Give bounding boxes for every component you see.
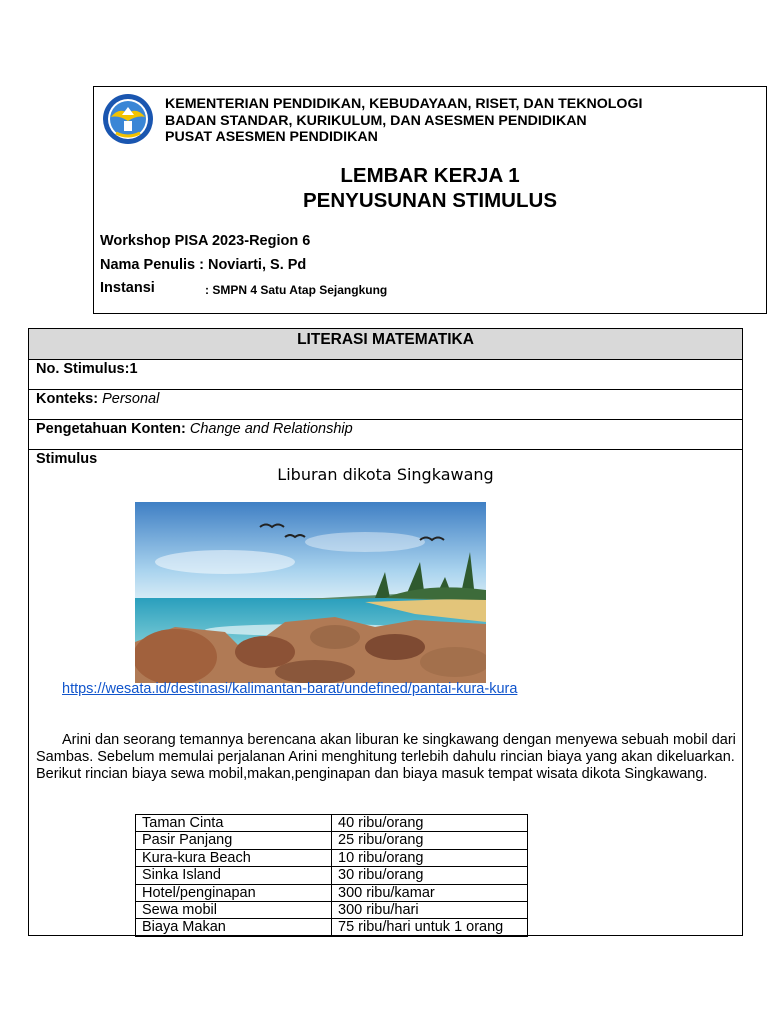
table-row	[136, 867, 528, 884]
document-header	[93, 86, 767, 314]
cost-price: 25 ribu/orang	[332, 832, 528, 849]
stimulus-paragraph: Arini dan seorang temannya berencana akan liburan ke singkawang dengan menyewa sebuah mobil dari Sambas. Sebelum memulai perjalanan Arini menghitung terlebih dahulu rincian biaya yang akan dikeluarkan. Berikut rincian biaya sewa mobil,makan,penginapan dan biaya masuk tempat wisata dikota Singkawang.	[36, 732, 736, 782]
cost-item: Kura-kura Beach	[136, 849, 332, 866]
stimulus-title: Liburan dikota Singkawang	[277, 465, 494, 484]
title-line-2: PENYUSUNAN STIMULUS	[303, 189, 557, 212]
cost-price: 300 ribu/kamar	[332, 884, 528, 901]
cost-price: 10 ribu/orang	[332, 849, 528, 866]
agency-line: BADAN STANDAR, KURIKULUM, DAN ASESMEN PENDIDIKAN	[165, 112, 587, 129]
table-row	[136, 815, 528, 832]
author-label: Nama Penulis : Noviarti, S. Pd	[100, 257, 307, 273]
context-label: Konteks:	[36, 391, 99, 407]
content-field	[36, 421, 353, 437]
title-line-1: LEMBAR KERJA 1	[340, 164, 520, 187]
ministry-heading	[165, 96, 642, 146]
table-heading-row	[29, 329, 742, 360]
section-heading: LITERASI MATEMATIKA	[297, 331, 474, 348]
worksheet-title	[94, 163, 766, 213]
table-row	[136, 849, 528, 866]
context-row	[29, 389, 742, 420]
ministry-line: KEMENTERIAN PENDIDIKAN, KEBUDAYAAN, RISET, DAN TEKNOLOGI	[165, 96, 643, 112]
table-row	[136, 919, 528, 936]
table-row	[136, 832, 528, 849]
source-link[interactable]: https://wesata.id/destinasi/kalimantan-barat/undefined/pantai-kura-kura	[62, 681, 518, 697]
institution-value: : SMPN 4 Satu Atap Sejangkung	[205, 283, 388, 297]
table-row	[136, 884, 528, 901]
stimulus-number-row	[29, 359, 742, 390]
cost-price: 30 ribu/orang	[332, 867, 528, 884]
cost-price: 300 ribu/hari	[332, 902, 528, 919]
cost-item: Hotel/penginapan	[136, 884, 332, 901]
content-value: Change and Relationship	[189, 421, 353, 437]
worksheet-table	[28, 328, 743, 936]
cost-item: Taman Cinta	[136, 815, 332, 832]
institution-row	[100, 280, 388, 297]
beach-photo-icon	[135, 502, 486, 683]
content-label: Pengetahuan Konten:	[36, 421, 186, 437]
stimulus-label: Stimulus	[36, 451, 98, 467]
cost-table	[135, 814, 528, 937]
workshop-label: Workshop PISA 2023-Region 6	[100, 233, 311, 249]
content-knowledge-row	[29, 419, 742, 450]
tut-wuri-handayani-logo-icon	[102, 93, 154, 145]
cost-item: Pasir Panjang	[136, 832, 332, 849]
context-field	[36, 391, 159, 407]
stimulus-number-label: No. Stimulus:1	[36, 361, 138, 377]
cost-item: Sewa mobil	[136, 902, 332, 919]
table-row	[136, 902, 528, 919]
cost-item: Biaya Makan	[136, 919, 332, 936]
cost-item: Sinka Island	[136, 867, 332, 884]
institution-label: Instansi	[100, 280, 155, 296]
context-value: Personal	[102, 391, 160, 407]
cost-price: 40 ribu/orang	[332, 815, 528, 832]
cost-price: 75 ribu/hari untuk 1 orang	[332, 919, 528, 936]
center-line: PUSAT ASESMEN PENDIDIKAN	[165, 129, 378, 145]
